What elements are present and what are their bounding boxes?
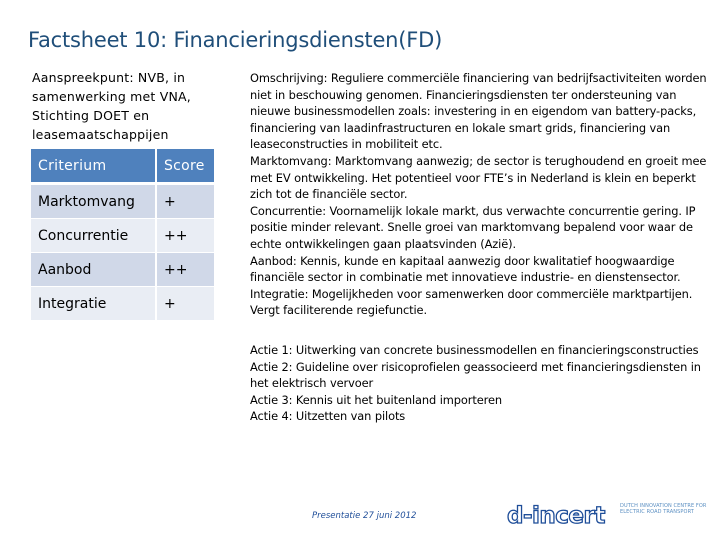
score-cell: + xyxy=(156,287,214,321)
page-title: Factsheet 10: Financieringsdiensten(FD) xyxy=(28,28,443,52)
score-cell: + xyxy=(156,184,214,219)
action-item: Actie 1: Uitwerking van concrete businessmodellen en financieringsconstructies xyxy=(250,343,699,357)
header-score: Score xyxy=(156,149,214,184)
criterium-cell: Integratie xyxy=(31,287,156,321)
action-item: Actie 3: Kennis uit het buitenland importeren xyxy=(250,392,502,407)
description-block xyxy=(250,70,713,319)
criterium-cell: Aanbod xyxy=(31,253,156,287)
aanbod-paragraph: Aanbod: Kennis, kunde en kapitaal aanwezig door kwalitatief hoogwaardige financiële sector in combinatie met innovatieve industrie- en dienstensector. xyxy=(250,253,681,285)
criteria-table xyxy=(31,149,214,320)
table-row xyxy=(31,184,214,219)
table-row xyxy=(31,253,214,287)
criterium-cell: Concurrentie xyxy=(31,219,156,253)
criterium-cell: Marktomvang xyxy=(31,184,156,219)
actions-list xyxy=(250,342,713,425)
d-incert-logo xyxy=(506,502,614,528)
table-row xyxy=(31,287,214,321)
presentation-date: Presentatie 27 juni 2012 xyxy=(312,511,417,521)
score-cell: ++ xyxy=(156,253,214,287)
table-row xyxy=(31,219,214,253)
score-cell: ++ xyxy=(156,219,214,253)
integratie-paragraph: Integratie: Mogelijkheden voor samenwerken door commerciële marktpartijen. Vergt faciliterende regiefunctie. xyxy=(250,286,693,318)
logo-tagline: DUTCH INNOVATION CENTRE FOR ELECTRIC ROAD TRANSPORT xyxy=(620,503,707,516)
concurrentie-paragraph: Concurrentie: Voornamelijk lokale markt, dus verwachte concurrentie gering. IP positie minder relevant. Snelle groei van marktomvang bepalend voor waar de echte ontwikkelingen gaan plaatsvinden (Azië). xyxy=(250,203,696,251)
svg-text:d-incert: d-incert xyxy=(507,503,605,528)
table-header-row xyxy=(31,149,214,184)
action-item: Actie 4: Uitzetten van pilots xyxy=(250,409,406,424)
marktomvang-paragraph: Marktomvang: Marktomvang aanwezig; de sector is terughoudend en groeit mee met EV ontwikkeling. Het potentieel voor FTE’s in Nederland is klein en beperkt zich tot de financiële sector. xyxy=(250,153,707,202)
action-item: Actie 2: Guideline over risicoprofielen geassocieerd met financieringsdiensten in het elektrisch vervoer xyxy=(250,359,701,391)
contact-info: Aanspreekpunt: NVB, in samenwerking met VNA, Stichting DOET en leasemaatschappijen xyxy=(32,70,191,142)
description-paragraph: Omschrijving: Reguliere commerciële financiering van bedrijfsactiviteiten worden niet in beschouwing genomen. Financieringsdiensten ter ondersteuning van nieuwe businessmodellen zoals: investering in en eigendom van battery-packs, financiering van laadinfrastructuren en lokale smart grids, financiering van leaseconstructies in mobiliteit etc. xyxy=(250,71,707,152)
header-criterium: Criterium xyxy=(31,149,156,184)
